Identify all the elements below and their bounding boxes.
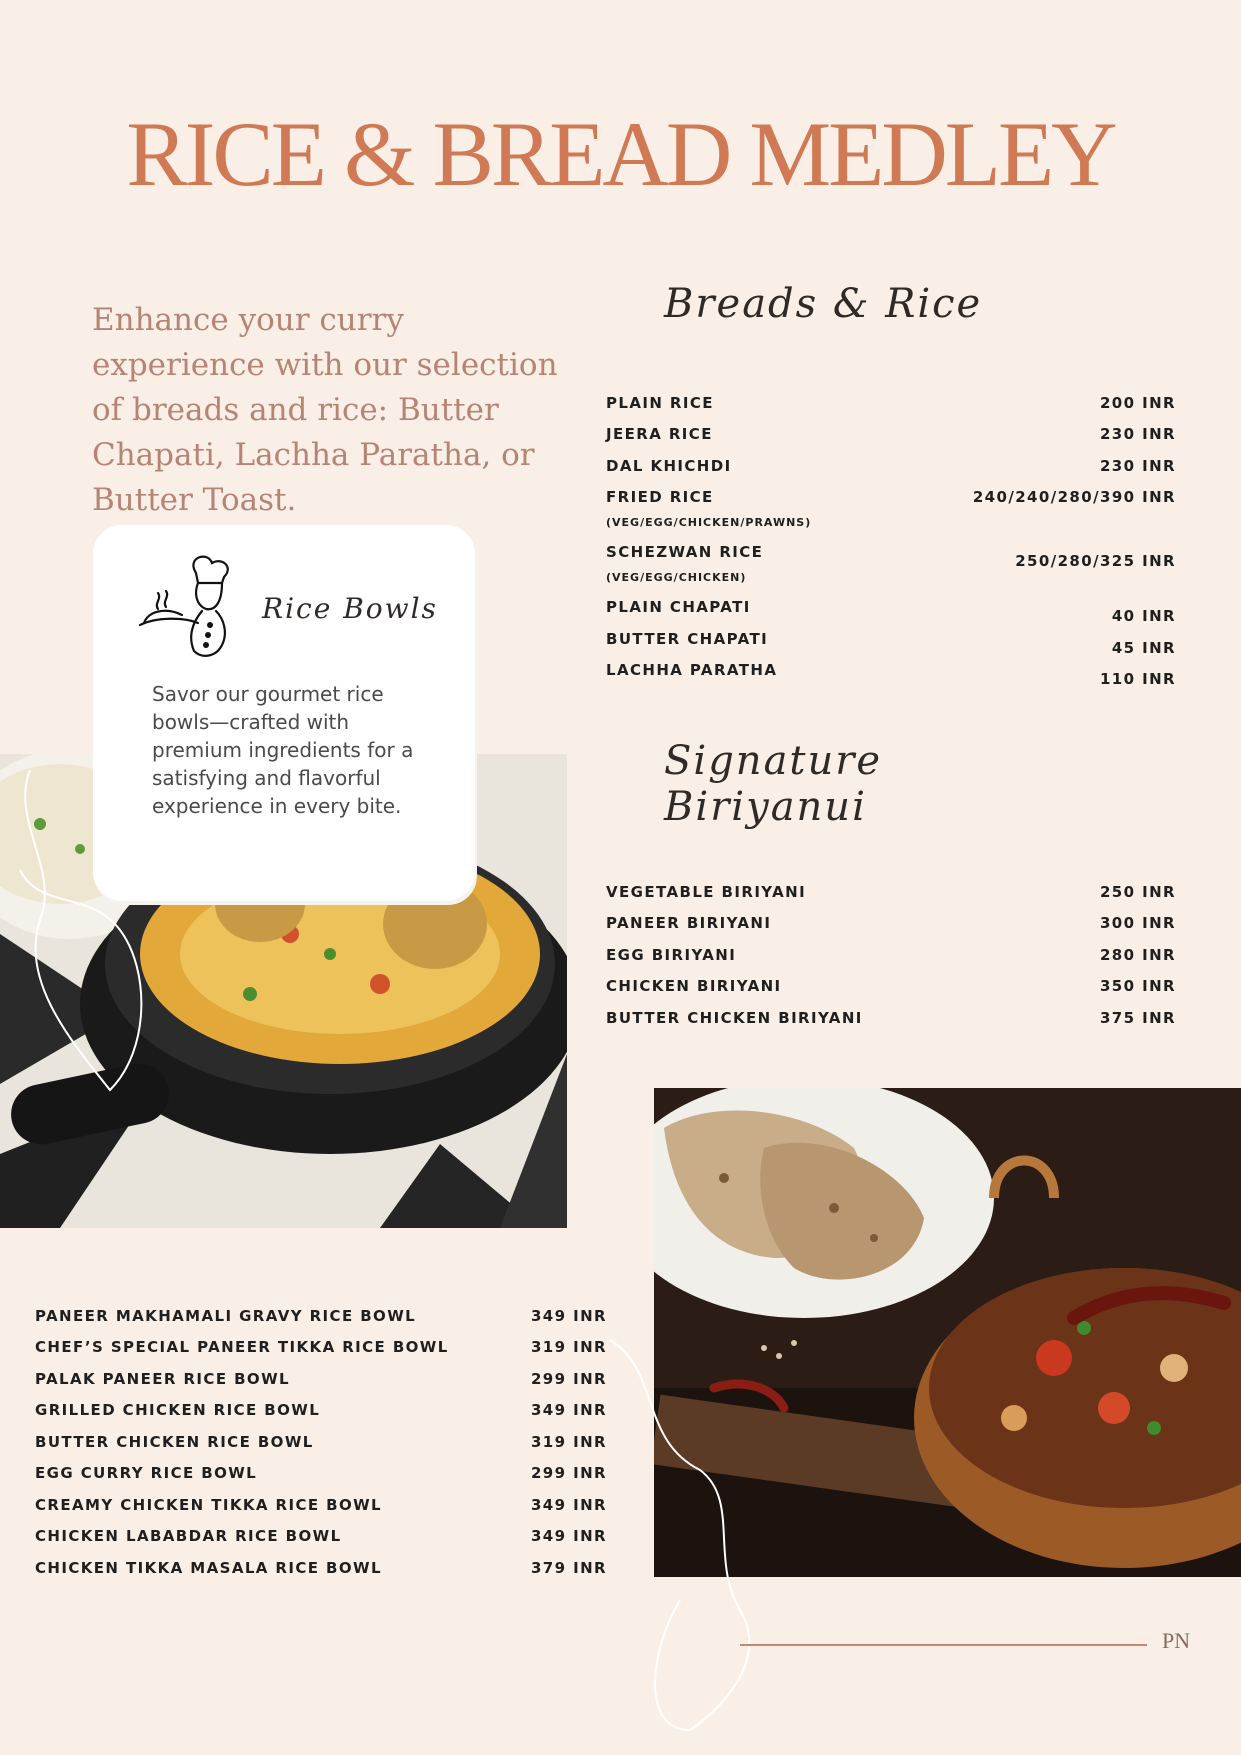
item-price: 375 INR bbox=[1099, 1009, 1176, 1027]
item-price: 280 INR bbox=[1099, 946, 1176, 964]
item-name: PALAK PANEER RICE BOWL bbox=[35, 1370, 290, 1388]
item-price: 110 INR bbox=[1099, 670, 1176, 688]
menu-row bbox=[606, 1009, 1176, 1027]
biriyani-heading-line1: Signature bbox=[664, 738, 883, 784]
item-price: 250/280/325 INR bbox=[1015, 552, 1176, 570]
item-name: FRIED RICE bbox=[606, 488, 714, 506]
item-price: 40 INR bbox=[1111, 607, 1176, 625]
page-number: PN bbox=[1162, 1628, 1191, 1653]
item-name: LACHHA PARATHA bbox=[606, 661, 778, 679]
rice-bowls-heading: Rice Bowls bbox=[262, 592, 438, 625]
item-note: (VEG/EGG/CHICKEN/PRAWNS) bbox=[606, 516, 812, 529]
item-name: PANEER MAKHAMALI GRAVY RICE BOWL bbox=[35, 1307, 417, 1325]
item-price: 240/240/280/390 INR bbox=[972, 488, 1176, 506]
menu-row bbox=[606, 661, 1176, 688]
item-price: 200 INR bbox=[1099, 394, 1176, 412]
item-name: BUTTER CHICKEN BIRIYANI bbox=[606, 1009, 863, 1027]
item-name: VEGETABLE BIRIYANI bbox=[606, 883, 807, 901]
menu-row bbox=[606, 394, 1176, 412]
biriyani-heading bbox=[664, 738, 882, 830]
menu-row bbox=[35, 1464, 607, 1482]
intro-text: Enhance your curry experience with our selection of breads and rice: Butter Chapati, Lachha Paratha, or Butter Toast. bbox=[92, 302, 558, 518]
item-price: 250 INR bbox=[1099, 883, 1176, 901]
item-name: CHICKEN BIRIYANI bbox=[606, 977, 782, 995]
menu-row bbox=[606, 946, 1176, 964]
item-name: PLAIN CHAPATI bbox=[606, 598, 751, 616]
item-price: 349 INR bbox=[530, 1527, 607, 1545]
menu-row bbox=[35, 1338, 607, 1356]
item-name: CHICKEN LABABDAR RICE BOWL bbox=[35, 1527, 342, 1545]
item-name: BUTTER CHAPATI bbox=[606, 630, 769, 648]
item-name: EGG BIRIYANI bbox=[606, 946, 737, 964]
menu-row bbox=[606, 457, 1176, 475]
chef-icon bbox=[136, 553, 242, 663]
menu-row bbox=[35, 1307, 607, 1325]
item-name: DAL KHICHDI bbox=[606, 457, 732, 475]
breads-rice-heading: Breads & Rice bbox=[664, 281, 983, 327]
item-name: CREAMY CHICKEN TIKKA RICE BOWL bbox=[35, 1496, 383, 1514]
menu-row bbox=[606, 977, 1176, 995]
rice-bowls-description: Savor our gourmet rice bowls—crafted with premium ingredients for a satisfying and flavorful experience in every bite. bbox=[152, 682, 414, 818]
footer-divider bbox=[740, 1644, 1147, 1646]
menu-row bbox=[606, 598, 1176, 625]
item-price: 230 INR bbox=[1099, 425, 1176, 443]
menu-row bbox=[35, 1496, 607, 1514]
menu-row bbox=[35, 1370, 607, 1388]
item-price: 45 INR bbox=[1111, 639, 1176, 657]
item-name: SCHEZWAN RICE bbox=[606, 543, 764, 561]
item-name: JEERA RICE bbox=[606, 425, 713, 443]
item-price: 230 INR bbox=[1099, 457, 1176, 475]
item-price: 299 INR bbox=[530, 1464, 607, 1482]
item-name: CHICKEN TIKKA MASALA RICE BOWL bbox=[35, 1559, 382, 1577]
page-title: RICE & BREAD MEDLEY bbox=[126, 103, 1115, 205]
menu-row bbox=[35, 1559, 607, 1577]
item-name: BUTTER CHICKEN RICE BOWL bbox=[35, 1433, 314, 1451]
menu-row bbox=[606, 543, 1176, 584]
item-price: 350 INR bbox=[1099, 977, 1176, 995]
item-name: CHEF’S SPECIAL PANEER TIKKA RICE BOWL bbox=[35, 1338, 449, 1356]
item-price: 299 INR bbox=[530, 1370, 607, 1388]
menu-row bbox=[606, 630, 1176, 657]
menu-row bbox=[35, 1401, 607, 1419]
item-note: (VEG/EGG/CHICKEN) bbox=[606, 571, 747, 584]
decorative-squiggle bbox=[0, 760, 170, 1100]
menu-row bbox=[606, 914, 1176, 932]
item-price: 349 INR bbox=[530, 1307, 607, 1325]
item-name: EGG CURRY RICE BOWL bbox=[35, 1464, 258, 1482]
biriyani-heading-line2: Biriyanui bbox=[664, 784, 867, 830]
menu-row bbox=[35, 1433, 607, 1451]
item-price: 319 INR bbox=[530, 1338, 607, 1356]
item-name: PLAIN RICE bbox=[606, 394, 714, 412]
item-price: 300 INR bbox=[1099, 914, 1176, 932]
item-name: GRILLED CHICKEN RICE BOWL bbox=[35, 1401, 321, 1419]
menu-row bbox=[606, 883, 1176, 901]
decorative-squiggle bbox=[600, 1330, 820, 1740]
item-price: 319 INR bbox=[530, 1433, 607, 1451]
item-name: PANEER BIRIYANI bbox=[606, 914, 772, 932]
item-price: 349 INR bbox=[530, 1401, 607, 1419]
menu-row bbox=[606, 425, 1176, 443]
menu-row bbox=[35, 1527, 607, 1545]
menu-row bbox=[606, 488, 1176, 529]
item-price: 349 INR bbox=[530, 1496, 607, 1514]
item-price: 379 INR bbox=[530, 1559, 607, 1577]
